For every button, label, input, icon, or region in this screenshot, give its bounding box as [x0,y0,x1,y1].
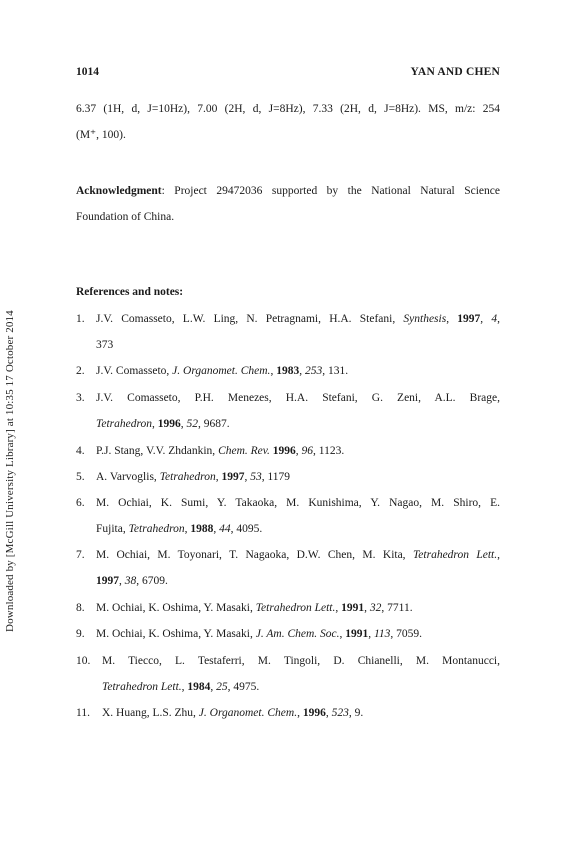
reference-number: 2. [76,365,85,377]
reference-authors: M. Tiecco, L. Testaferri, M. Tingoli, D. Chianelli, M. Montanucci, [102,655,500,667]
reference-volume: 52 [186,418,199,430]
reference-journal: Tetrahedron [159,471,216,483]
reference-pages: 1123. [318,445,345,457]
reference-year: 1996 [272,445,296,457]
acknowledgment-line-2: Foundation of China. [76,211,175,223]
reference-authors: J.V. Comasseto, [96,365,170,377]
reference-journal: Tetrahedron [128,523,185,535]
reference-journal: J. Organomet. Chem. [172,365,271,377]
reference-year: 1997 [221,471,245,483]
reference-journal: J. Organomet. Chem. [198,707,298,719]
reference-authors: M. Ochiai, K. Sumi, Y. Takaoka, M. Kunishima, Y. Nagao, M. Shiro, E. [96,497,500,509]
nmr-line-2: (M⁺, 100). [76,129,126,141]
reference-item: 7. M. Ochiai, M. Toyonari, T. Nagaoka, D.W. Chen, M. Kita, Tetrahedron Lett., 1997, 38, 6709. [76,542,500,594]
reference-item: 6. M. Ochiai, K. Sumi, Y. Takaoka, M. Kunishima, Y. Nagao, M. Shiro, E. Fujita, Tetrahedron, 1988, 44, 4095. [76,490,500,542]
reference-pages: 4095. [236,523,263,535]
acknowledgment-label: Acknowledgment [76,185,162,197]
reference-year: 1996 [157,418,181,430]
page-header [76,66,500,82]
reference-number: 3. [76,392,85,404]
reference-volume: 253 [304,365,323,377]
reference-pages: 9. [354,707,364,719]
reference-pages: 1179 [267,471,291,483]
reference-number: 6. [76,497,85,509]
reference-authors: M. Ochiai, K. Oshima, Y. Masaki, [96,602,253,614]
reference-pages: 6709. [142,575,168,587]
reference-year: 1991 [341,602,365,614]
reference-number: 11. [76,707,90,719]
references-heading: References and notes: [76,286,184,298]
reference-item: 3. J.V. Comasseto, P.H. Menezes, H.A. Stefani, G. Zeni, A.L. Brage, Tetrahedron, 1996, 52, 9687. [76,385,500,437]
acknowledgment-paragraph [76,178,500,230]
reference-authors: P.J. Stang, V.V. Zhdankin, [96,445,216,457]
reference-authors: J.V. Comasseto, P.H. Menezes, H.A. Stefani, G. Zeni, A.L. Brage, [96,392,500,404]
reference-number: 4. [76,445,85,457]
reference-year: 1988 [190,523,214,535]
reference-pages: 7711. [387,602,413,614]
reference-number: 10. [76,655,91,667]
download-watermark: Downloaded by [McGill University Library] at 10:35 17 October 2014 [4,310,16,632]
reference-pages: 373 [96,339,114,351]
reference-number: 5. [76,471,85,483]
reference-year: 1996 [302,707,326,719]
reference-journal: Tetrahedron [96,418,153,430]
reference-journal: J. Am. Chem. Soc. [255,628,340,640]
nmr-line-1: 6.37 (1H, d, J=10Hz), 7.00 (2H, d, J=8Hz), 7.33 (2H, d, J=8Hz). MS, m/z: 254 [76,103,500,115]
reference-authors: A. Varvoglis, [96,471,157,483]
nmr-data-paragraph [76,96,500,148]
reference-item: 2. J.V. Comasseto, J. Organomet. Chem., 1983, 253, 131. [76,358,500,384]
reference-pages: 9687. [203,418,230,430]
reference-journal: Tetrahedron Lett. [102,681,182,693]
page-number: 1014 [76,66,99,78]
running-head: YAN AND CHEN [410,66,500,78]
reference-authors: X. Huang, L.S. Zhu, [102,707,196,719]
reference-volume: 44 [219,523,231,535]
acknowledgment-text: : Project 29472036 supported by the National Natural Science [161,185,500,197]
reference-authors: M. Ochiai, M. Toyonari, T. Nagaoka, D.W. Chen, M. Kita, [96,549,406,561]
reference-volume: 25 [216,681,228,693]
reference-volume: 53 [250,471,262,483]
reference-number: 1. [76,313,85,325]
reference-year: 1983 [276,365,300,377]
reference-pages: 7059. [396,628,423,640]
reference-pages: 4975. [233,681,260,693]
reference-volume: 96 [301,445,314,457]
reference-year: 1984 [187,681,211,693]
reference-pages: 131. [327,365,349,377]
reference-volume: 113 [374,628,391,640]
reference-authors: M. Ochiai, K. Oshima, Y. Masaki, [96,628,253,640]
reference-item: 1. J.V. Comasseto, L.W. Ling, N. Petragnami, H.A. Stefani, Synthesis, 1997, 4, 373 [76,306,500,358]
reference-volume: 32 [369,602,382,614]
reference-authors-cont: Fujita, [96,523,126,535]
reference-item: 8. M. Ochiai, K. Oshima, Y. Masaki, Tetrahedron Lett., 1991, 32, 7711. [76,595,500,621]
reference-number: 7. [76,549,85,561]
reference-volume: 523 [331,707,349,719]
reference-year: 1997 [457,313,481,325]
reference-number: 8. [76,602,85,614]
reference-journal: Synthesis [403,313,447,325]
reference-item: 11. X. Huang, L.S. Zhu, J. Organomet. Chem., 1996, 523, 9. [76,700,500,726]
reference-item: 10. M. Tiecco, L. Testaferri, M. Tingoli, D. Chianelli, M. Montanucci, Tetrahedron Lett., 1984, 25, 4975. [76,648,500,700]
reference-year: 1991 [345,628,369,640]
reference-authors: J.V. Comasseto, L.W. Ling, N. Petragnami, H.A. Stefani, [96,313,396,325]
reference-item: 9. M. Ochiai, K. Oshima, Y. Masaki, J. Am. Chem. Soc., 1991, 113, 7059. [76,621,500,647]
reference-volume: 4 [491,313,498,325]
reference-item: 5. A. Varvoglis, Tetrahedron, 1997, 53, 1179 [76,464,500,490]
reference-journal: Tetrahedron Lett. [412,549,498,561]
reference-journal: Chem. Rev. [218,445,270,457]
reference-number: 9. [76,628,85,640]
reference-volume: 38 [124,575,137,587]
reference-year: 1997 [96,575,119,587]
reference-journal: Tetrahedron Lett. [255,602,336,614]
reference-item: 4. P.J. Stang, V.V. Zhdankin, Chem. Rev. 1996, 96, 1123. [76,438,500,464]
